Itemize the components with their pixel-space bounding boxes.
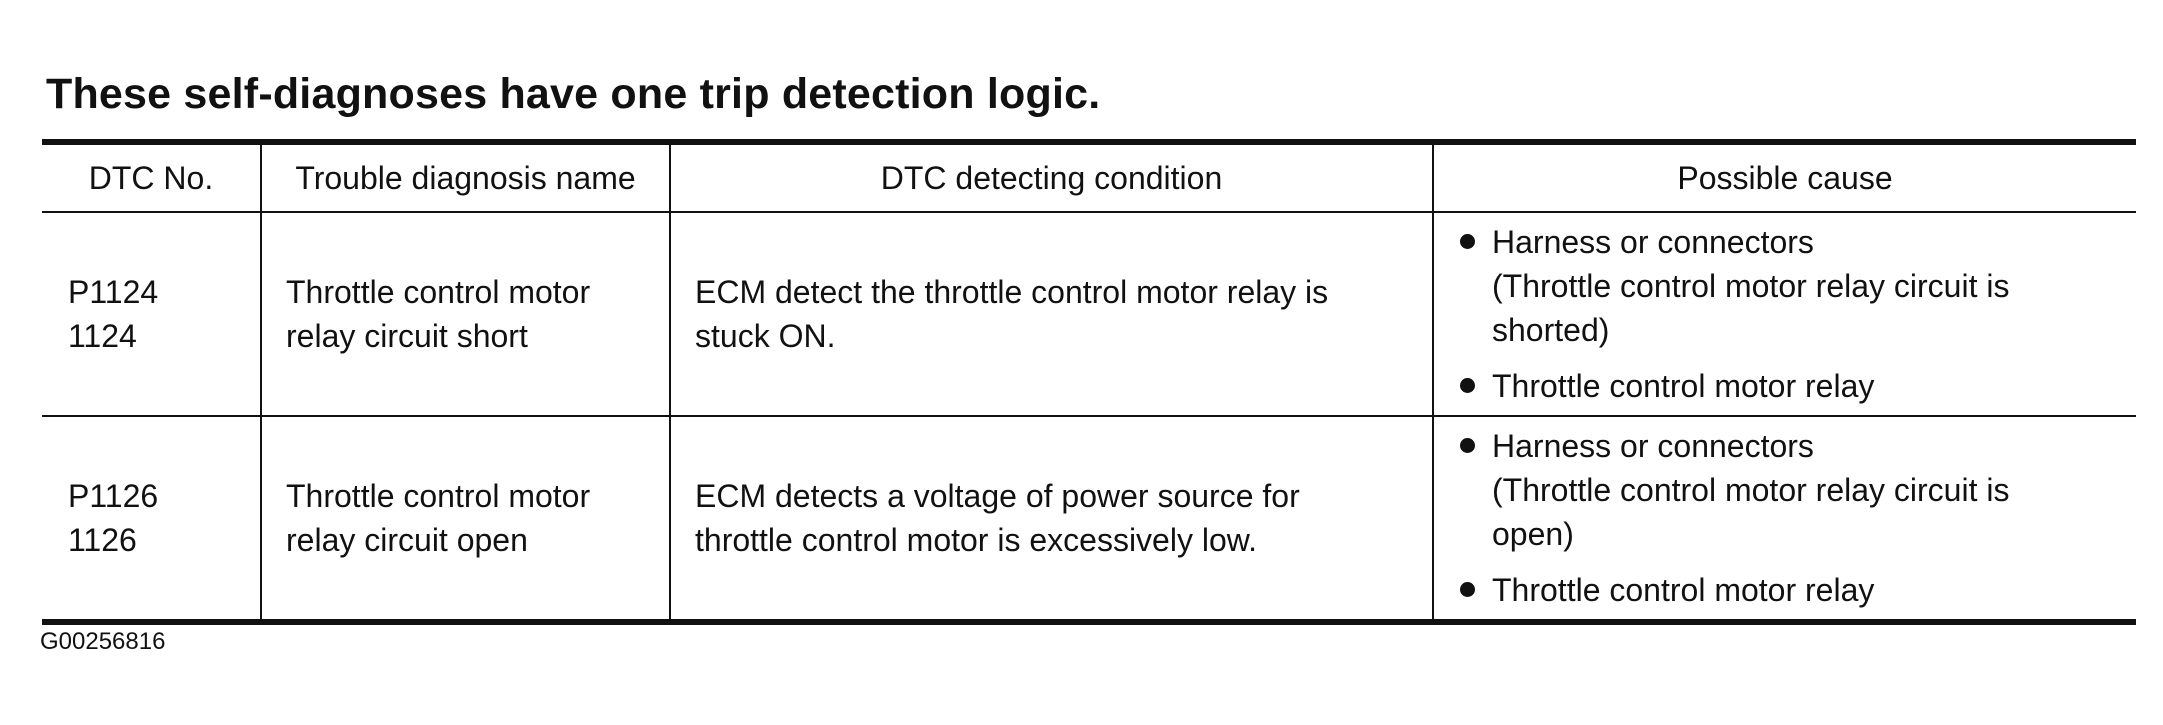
cause-line: shorted) (1492, 312, 1610, 348)
diagnosis-name-cell (261, 212, 670, 416)
diagnosis-name-line: relay circuit open (286, 522, 528, 558)
header-possible-cause: Possible cause (1433, 142, 2136, 212)
table-header-row (42, 142, 2136, 212)
dtc-number-cell (42, 212, 261, 416)
table-row (42, 212, 2136, 416)
cause-list (1458, 424, 2120, 612)
detecting-condition-cell (670, 212, 1433, 416)
cause-line: Harness or connectors (1492, 428, 1814, 464)
cause-line: Throttle control motor relay (1492, 368, 1875, 404)
cause-line: Harness or connectors (1492, 224, 1814, 260)
table-row (42, 416, 2136, 622)
bullet-icon (1460, 234, 1475, 249)
condition-line: throttle control motor is excessively low. (695, 522, 1257, 558)
bullet-icon (1460, 378, 1475, 393)
header-dtc-no: DTC No. (42, 142, 261, 212)
possible-cause-cell (1433, 416, 2136, 622)
cause-item (1458, 220, 2120, 352)
cause-item (1458, 364, 2120, 408)
cause-item (1458, 568, 2120, 612)
possible-cause-cell (1433, 212, 2136, 416)
condition-line: stuck ON. (695, 318, 836, 354)
dtc-code: P1124 (68, 274, 159, 310)
diagnosis-name-line: relay circuit short (286, 318, 528, 354)
header-dtc-detecting-condition: DTC detecting condition (670, 142, 1433, 212)
bullet-icon (1460, 438, 1475, 453)
cause-line: Throttle control motor relay (1492, 572, 1875, 608)
cause-line: open) (1492, 516, 1574, 552)
cause-line: (Throttle control motor relay circuit is (1492, 268, 2010, 304)
dtc-number-cell (42, 416, 261, 622)
cause-item (1458, 424, 2120, 556)
dtc-table (42, 139, 2136, 625)
dtc-code: P1126 (68, 478, 159, 514)
diagnosis-name-line: Throttle control motor (286, 478, 591, 514)
detecting-condition-cell (670, 416, 1433, 622)
cause-line: (Throttle control motor relay circuit is (1492, 472, 2010, 508)
dtc-code-alt: 1126 (68, 522, 137, 558)
condition-line: ECM detects a voltage of power source for (695, 478, 1300, 514)
diagnosis-name-line: Throttle control motor (286, 274, 591, 310)
cause-list (1458, 220, 2120, 408)
condition-line: ECM detect the throttle control motor relay is (695, 274, 1329, 310)
header-trouble-diagnosis-name: Trouble diagnosis name (261, 142, 670, 212)
page-title: These self-diagnoses have one trip detection logic. (46, 70, 1101, 118)
dtc-code-alt: 1124 (68, 318, 137, 354)
bullet-icon (1460, 582, 1475, 597)
diagnosis-name-cell (261, 416, 670, 622)
figure-id: G00256816 (40, 628, 166, 655)
